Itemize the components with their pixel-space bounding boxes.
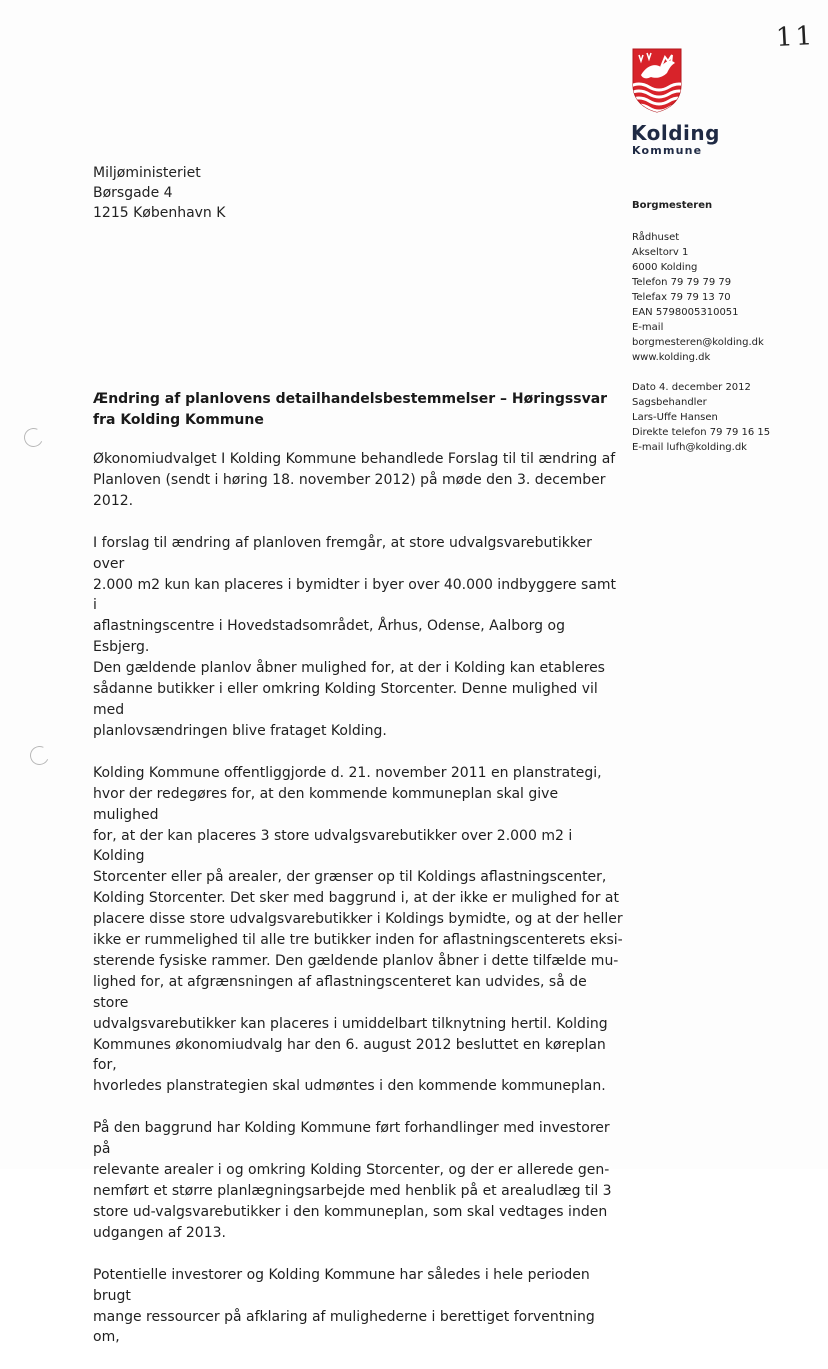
punch-hole-mark bbox=[21, 425, 45, 449]
sender-street: Akseltorv 1 bbox=[632, 247, 689, 258]
paragraph: I forslag til ændring af planloven fremgår, at store udvalgsvarebutikker over 2.000 m2 kun kan placeres i bymidter i byer over 40.000 indbyggere samt i aflastningscentre i Hovedstadsområdet, Århus, Odense, Aalborg og Esbjerg. Den gældende planlov åbner mulighed for, at der i Kolding kan etableres sådanne butikker i eller omkring Kolding Storcenter. Denne mulighed vil med planlovsændringen blive frataget Kolding. bbox=[93, 534, 617, 739]
sender-department: Borgmesteren bbox=[632, 200, 713, 211]
case-handler-name: Lars-Uffe Hansen bbox=[632, 412, 718, 423]
sender-ean: EAN 5798005310051 bbox=[632, 307, 739, 318]
paragraph: På den baggrund har Kolding Kommune ført forhandlinger med investorer på relevante arealer i og omkring Kolding Storcenter, og der er allerede gen- nemført et større planlægningsarbejde med henblik på et arealudlæg til 3 store ud-valgsvarebutikker i den kommuneplan, som skal vedtages inden udgangen af 2013. bbox=[93, 1120, 612, 1241]
letter-subject: Ændring af planlovens detailhandelsbestemmelser – Høringssvar fra Kolding Kommune bbox=[93, 391, 608, 428]
case-handler-email: E-mail lufh@kolding.dk bbox=[632, 442, 747, 453]
case-handler-phone: Direkte telefon 79 79 16 15 bbox=[632, 427, 771, 438]
sender-city: 6000 Kolding bbox=[632, 262, 698, 273]
letter-date: Dato 4. december 2012 bbox=[632, 382, 751, 393]
coat-of-arms-icon bbox=[631, 47, 683, 113]
paragraph: Kolding Kommune offentliggjorde d. 21. november 2011 en planstrategi, hvor der redegøres for, at den kommende kommuneplan skal give mulighed for, at der kan placeres 3 store udvalgsvarebutikker over 2.000 m2 i Kolding Storcenter eller på arealer, der grænser op til Koldings aflastningscenter, Kolding Storcenter. Det sker med baggrund i, at der ikke er mulighed for at placere disse store udvalgsvarebutikker i Koldings bymidte, og at der heller ikke er rummelighed til alle tre butikker inden for aflastningscenterets eksi- sterende fysiske rammer. Den gældende planlov åbner i dette tilfælde mu- lighed for, at afgrænsningen af aflastningscenteret kan udvides, så de store udvalgsvarebutikker kan placeres i umiddelbart tilknytning hertil. Kolding Kommunes økonomiudvalg har den 6. august 2012 besluttet en køreplan for, hvorledes planstrategien skal udmøntes i den kommende kommuneplan. bbox=[93, 764, 623, 1095]
letter-body bbox=[93, 449, 623, 1369]
sender-website: www.kolding.dk bbox=[632, 352, 711, 363]
logo-brand: Kolding bbox=[631, 121, 720, 145]
case-handler-label: Sagsbehandler bbox=[632, 397, 707, 408]
punch-hole-mark bbox=[27, 743, 51, 767]
sender-email-label: E-mail bbox=[632, 322, 664, 333]
sender-phone: Telefon 79 79 79 79 bbox=[632, 277, 732, 288]
recipient-address bbox=[93, 163, 225, 223]
handwritten-page-number: 11 bbox=[775, 20, 816, 54]
recipient-city: 1215 København K bbox=[93, 205, 226, 221]
paragraph: Økonomiudvalget I Kolding Kommune behandlede Forslag til til ændring af Planloven (sendt i høring 18. november 2012) på møde den 3. december 2012. bbox=[93, 451, 616, 509]
recipient-name: Miljøministeriet bbox=[93, 165, 201, 181]
recipient-street: Børsgade 4 bbox=[93, 185, 173, 201]
sender-sidebar bbox=[632, 198, 822, 455]
sender-fax: Telefax 79 79 13 70 bbox=[632, 292, 731, 303]
logo-subtitle: Kommune bbox=[632, 144, 703, 157]
paragraph: Potentielle investorer og Kolding Kommune har således i hele perioden brugt mange ressourcer på afklaring af mulighederne i berettiget forventning om, bbox=[93, 1266, 595, 1346]
sender-building: Rådhuset bbox=[632, 232, 680, 243]
sender-email: borgmesteren@kolding.dk bbox=[632, 337, 764, 348]
